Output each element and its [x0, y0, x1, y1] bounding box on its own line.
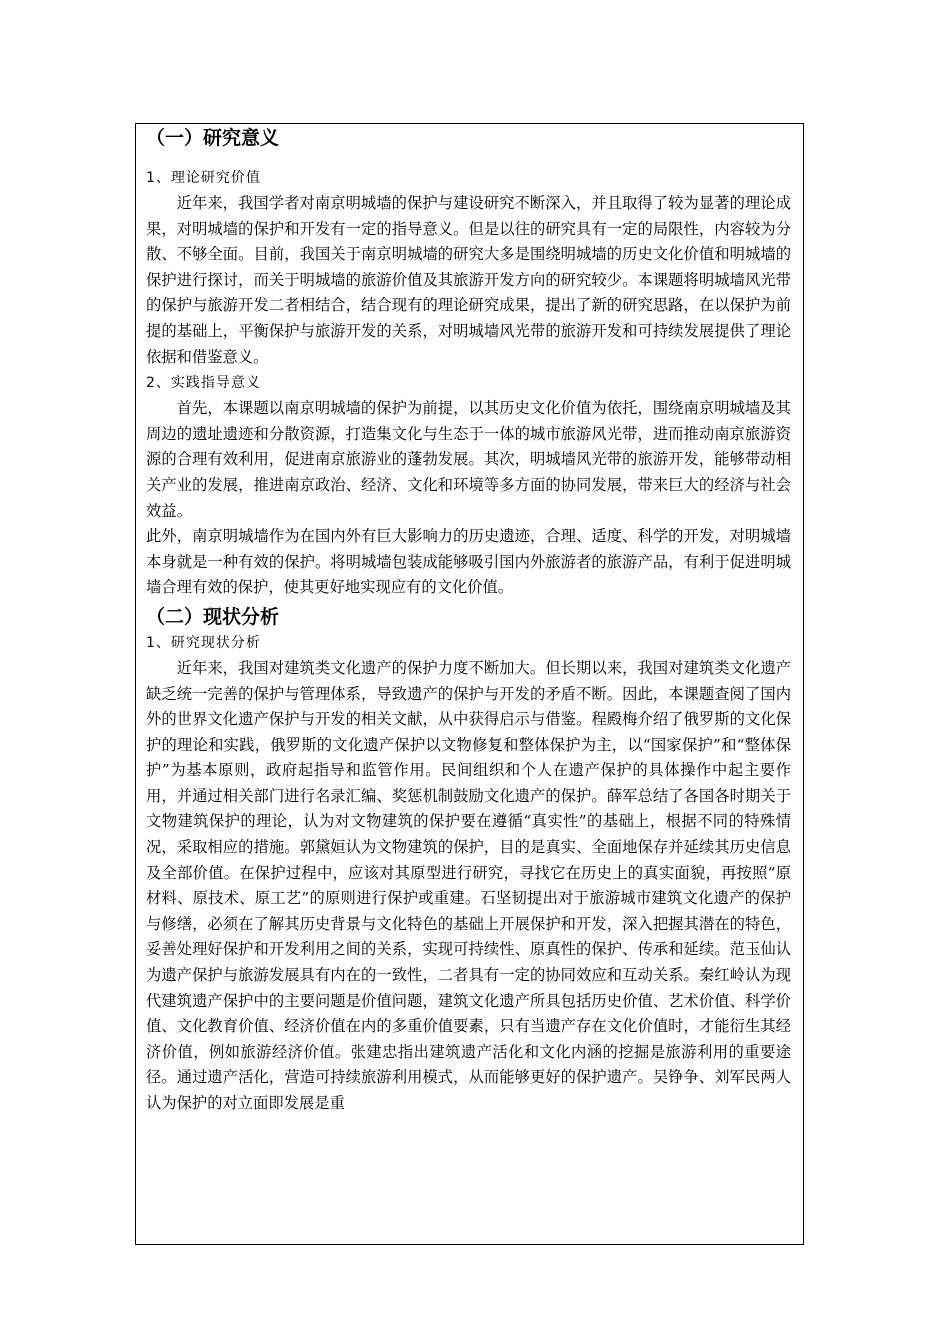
subheading-practical-significance: 2、实践指导意义 [146, 375, 261, 392]
paragraph-research-status: 近年来，我国对建筑类文化遗产的保护力度不断加大。但长期以来，我国对建筑类文化遗产缺乏统一完善的保护与管理体系，导致遗产的保护与开发的矛盾不断。因此，本课题查阅了国内外的世界文化遗产保护与开发的相关文献，从中获得启示与借鉴。程殿梅介绍了俄罗斯的文化保护的理论和实践，俄罗斯的文化遗产保护以文物修复和整体保护为主，以“国家保护”和“整体保护”为基本原则，政府起指导和监管作用。民间组织和个人在遗产保护的具体操作中起主要作用，并通过相关部门进行名录汇编、奖惩机制鼓励文化遗产的保护。薛军总结了各国各时期关于文物建筑保护的理论，认为对文物建筑的保护要在遵循“真实性”的基础上，根据不同的特殊情况，采取相应的措施。郭黛姮认为文物建筑的保护，目的是真实、全面地保存并延续其历史信息及全部价值。在保护过程中，应该对其原型进行研究，寻找它在历史上的真实面貌，再按照“原材料、原技术、原工艺”的原则进行保护或重建。石坚韧提出对于旅游城市建筑文化遗产的保护与修缮，必须在了解其历史背景与文化特色的基础上开展保护和开发，深入把握其潜在的特色，妥善处理好保护和开发利用之间的关系，实现可持续性、原真性的保护、传承和延续。范玉仙认为遗产保护与旅游发展具有内在的一致性，二者具有一定的协同效应和互动关系。秦红岭认为现代建筑遗产保护中的主要问题是价值问题，建筑文化遗产所具包括历史价值、艺术价值、科学价值、文化教育价值、经济价值在内的多重价值要素，只有当遗产存在文化价值时，才能衍生其经济价值，例如旅游经济价值。张建忠指出建筑遗产活化和文化内涵的挖掘是旅游利用的重要途径。通过遗产活化，营造可持续旅游利用模式，从而能够更好的保护遗产。吴铮争、刘军民两人认为保护的对立面即发展是重 [146, 658, 791, 1112]
subheading-research-status: 1、研究现状分析 [146, 634, 261, 651]
section-heading-research-significance: （一）研究意义 [146, 127, 280, 149]
paragraph-practical-significance-1: 首先，本课题以南京明城墙的保护为前提，以其历史文化价值为依托，围绕南京明城墙及其周边的遗址遗迹和分散资源，打造集文化与生态于一体的城市旅游风光带，进而推动南京旅游资源的合理有效利用，促进南京旅游业的蓬勃发展。其次，明城墙风光带的旅游开发，能够带动相关产业的发展，推进南京政治、经济、文化和环境等多方面的协同发展，带来巨大的经济与社会效益。 [146, 399, 791, 520]
paragraph-practical-significance-2: 此外，南京明城墙作为在国内外有巨大影响力的历史遗迹，合理、适度、科学的开发，对明城墙本身就是一种有效的保护。将明城墙包装成能够吸引国内外旅游者的旅游产品，有利于促进明城墙合理有效的保护，使其更好地实现应有的文化价值。 [146, 527, 791, 597]
paragraph-theoretical-value: 近年来，我国学者对南京明城墙的保护与建设研究不断深入，并且取得了较为显著的理论成果，对明城墙的保护和开发有一定的指导意义。但是以往的研究具有一定的局限性，内容较为分散、不够全面。目前，我国关于南京明城墙的研究大多是围绕明城墙的历史文化价值和明城墙的保护进行探讨，而关于明城墙的旅游价值及其旅游开发方向的研究较少。本课题将明城墙风光带的保护与旅游开发二者相结合，结合现有的理论研究成果，提出了新的研究思路，在以保护为前提的基础上，平衡保护与旅游开发的关系，对明城墙风光带的旅游开发和可持续发展提供了理论依据和借鉴意义。 [146, 194, 791, 366]
content-table-cell [135, 123, 804, 1245]
subheading-theoretical-value: 1、理论研究价值 [146, 170, 261, 186]
section-heading-status-analysis: （二）现状分析 [146, 605, 280, 628]
